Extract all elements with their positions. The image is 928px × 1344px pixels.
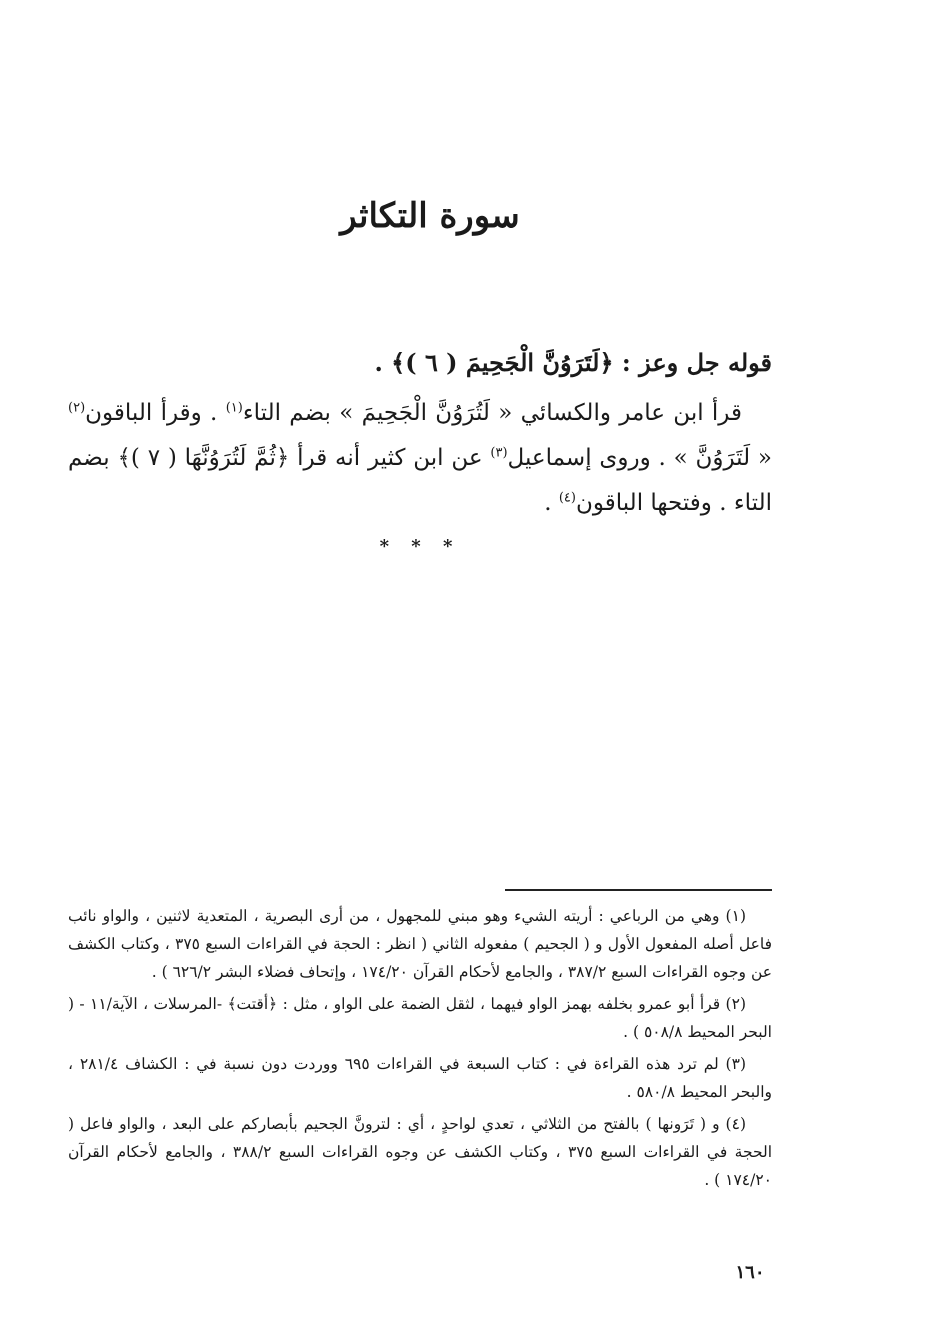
body-text-part: عن ابن كثير أنه قرأ ﴿ثُمَّ لَتُرَوُنَّهَا ( ٧ )﴾ بضم التاء . وفتحها الباقون — [68, 445, 772, 516]
section-separator: * * * — [379, 536, 461, 557]
footnotes-section — [68, 902, 772, 1198]
body-text-part: « لَتَرَوُنَّ » . وروى إسماعيل — [507, 445, 772, 471]
footnote-divider — [505, 889, 772, 891]
footnote-ref-3[interactable]: (٣) — [490, 445, 508, 461]
main-text — [68, 340, 772, 526]
body-paragraph — [68, 391, 772, 526]
footnote-2: (٢) قرأ أبو عمرو بخلفه بهمز الواو فيهما ، لثقل الضمة على الواو ، مثل : ﴿أقتت﴾ -المرسلات ، الآية/١١ - ( البحر المحيط ٥٠٨/٨ ) . — [68, 995, 772, 1041]
verse-heading: قوله جل وعز : ﴿لَتَرَوُنَّ الْجَحِيمَ ( ٦ )﴾ . — [374, 348, 772, 377]
footnote-ref-2[interactable]: (٢) — [68, 400, 86, 416]
footnote-ref-4[interactable]: (٤) — [558, 490, 576, 506]
footnote-4: (٤) و ( تَرَونها ) بالفتح من الثلاثي ، تعدي لواحدٍ ، أي : لترونَّ الجحيم بأبصاركم على البعد ، والواو فاعل ( الحجة في القراءات السبع ٣٧٥ ، وكتاب الكشف عن وجوه القراءات السبع ٣٨٨/٢ ، والجامع لأحكام القرآن ١٧٤/٢٠ ) . — [68, 1115, 772, 1189]
footnote-1: (١) وهي من الرباعي : أريته الشيء وهو مبني للمجهول ، من أرى البصرية ، المتعدية لاثنين ، والواو نائب فاعل أصله المفعول الأول و ( الجحيم ) مفعوله الثاني ( انظر : الحجة في القراءات السبع ٣٧٥ ، وكتاب الكشف عن وجوه القراءات السبع ٣٨٧/٢ ، والجامع لأحكام القرآن ١٧٤/٢٠ ، وإتحاف فضلاء البشر ٦٢٦/٢ ) . — [68, 907, 772, 981]
body-text-part: قرأ ابن عامر والكسائي « لَتُرَوُنَّ الْجَحِيمَ » بضم التاء — [242, 400, 742, 426]
body-text-part: . — [544, 490, 559, 516]
sura-title: سورة التكاثر — [340, 196, 520, 236]
body-text-part: . وقرأ الباقون — [85, 400, 226, 426]
footnote-3: (٣) لم ترد هذه القراءة في : كتاب السبعة في القراءات ٦٩٥ ووردت دون نسبة في : الكشاف ٢٨١/٤ ، والبحر المحيط ٥٨٠/٨ . — [68, 1055, 772, 1101]
page-number: ١٦٠ — [735, 1262, 765, 1283]
footnote-ref-1[interactable]: (١) — [225, 400, 243, 416]
